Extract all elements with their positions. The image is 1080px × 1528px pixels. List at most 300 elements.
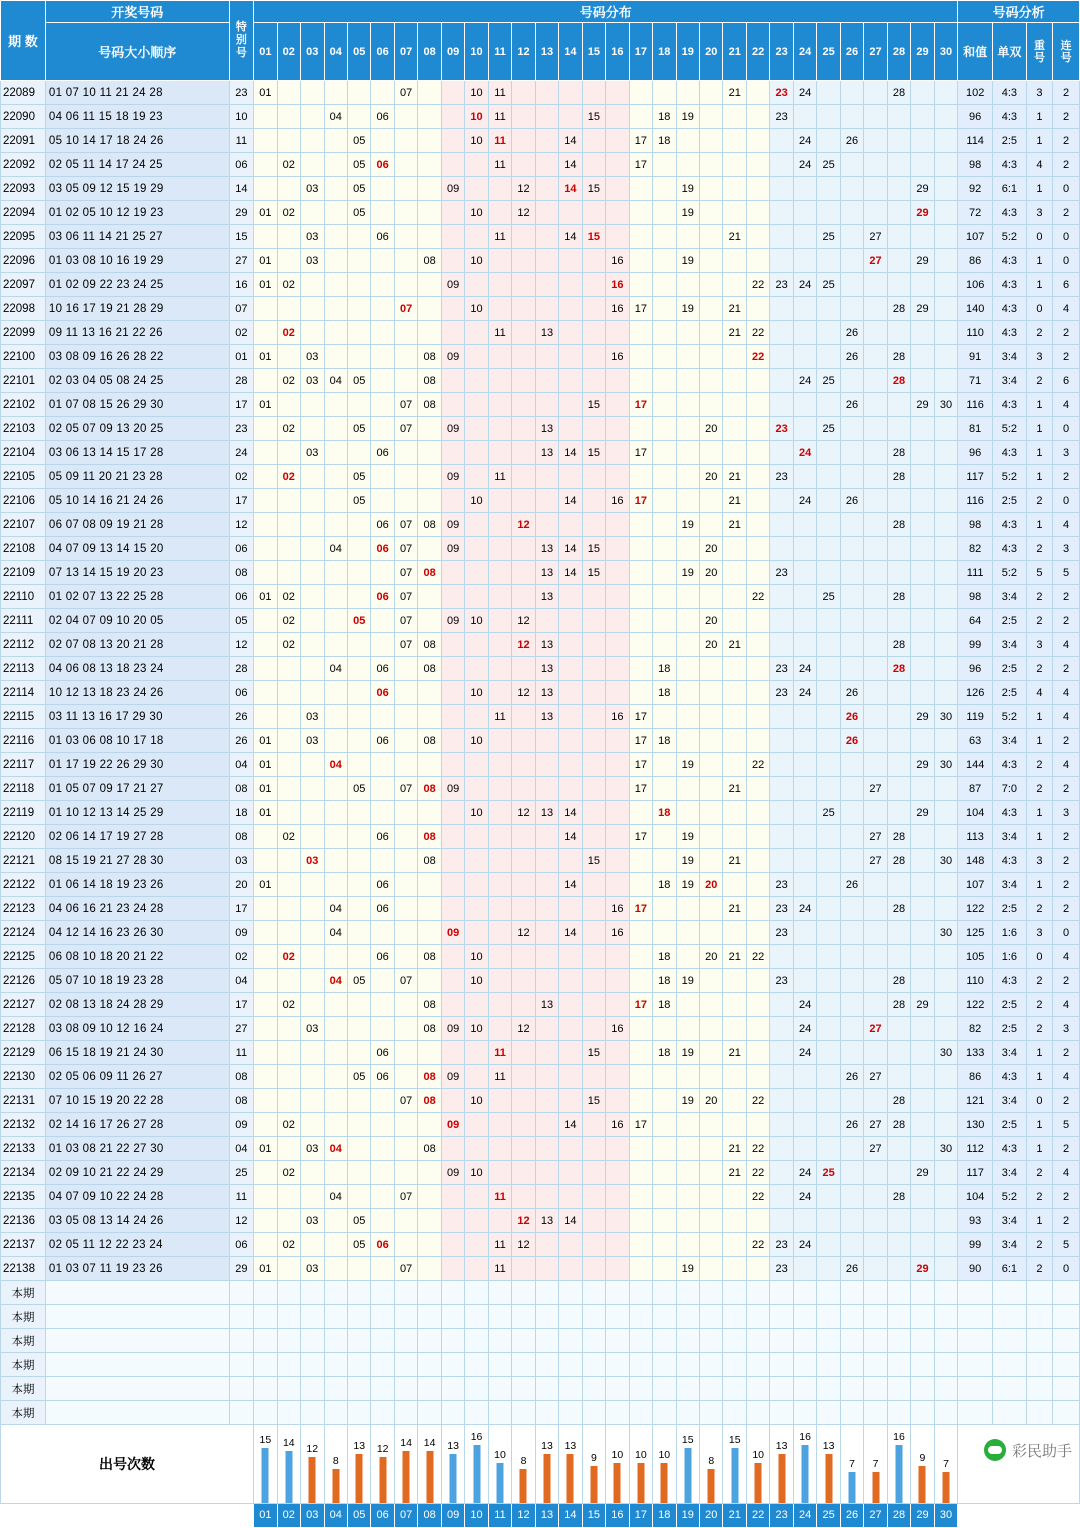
current-issue-cell[interactable] (488, 1401, 511, 1425)
current-issue-cell[interactable] (441, 1401, 464, 1425)
dist-cell (512, 273, 535, 297)
dist-cell (512, 417, 535, 441)
current-issue-cell[interactable] (535, 1281, 558, 1305)
current-issue-cell[interactable] (441, 1281, 464, 1305)
current-issue-cell[interactable] (324, 1401, 347, 1425)
current-issue-cell[interactable] (465, 1353, 488, 1377)
current-issue-cell[interactable] (324, 1329, 347, 1353)
row-issue: 22104 (1, 441, 46, 465)
current-issue-cell[interactable] (676, 1281, 699, 1305)
current-issue-cell[interactable] (911, 1281, 934, 1305)
current-issue-order[interactable] (45, 1305, 229, 1329)
axis-label-01: 01 (254, 1504, 277, 1528)
dist-cell: 20 (700, 1089, 723, 1113)
header-number-08: 08 (418, 23, 441, 81)
current-issue-cell[interactable] (535, 1353, 558, 1377)
row-repeat: 0 (1026, 1089, 1053, 1113)
dist-cell (394, 945, 417, 969)
current-issue-cell[interactable] (488, 1281, 511, 1305)
dist-cell (324, 1041, 347, 1065)
dist-cell: 19 (676, 513, 699, 537)
current-issue-cell[interactable] (254, 1329, 277, 1353)
dist-cell: 19 (676, 105, 699, 129)
current-issue-cell[interactable] (887, 1305, 910, 1329)
dist-cell (864, 1257, 887, 1281)
current-issue-cell[interactable] (676, 1353, 699, 1377)
current-issue-cell[interactable] (418, 1329, 441, 1353)
current-issue-cell[interactable] (887, 1329, 910, 1353)
current-issue-cell[interactable] (864, 1305, 887, 1329)
current-issue-cell[interactable] (629, 1401, 652, 1425)
dist-cell (840, 1233, 863, 1257)
current-issue-cell[interactable] (817, 1353, 840, 1377)
dist-cell (793, 801, 816, 825)
current-issue-cell[interactable] (441, 1377, 464, 1401)
current-issue-cell[interactable] (371, 1305, 394, 1329)
current-issue-cell[interactable] (465, 1281, 488, 1305)
current-issue-order[interactable] (45, 1329, 229, 1353)
current-issue-cell[interactable] (277, 1401, 300, 1425)
dist-cell (793, 945, 816, 969)
current-issue-cell[interactable] (277, 1281, 300, 1305)
current-issue-cell[interactable] (887, 1353, 910, 1377)
current-issue-cell[interactable] (653, 1377, 676, 1401)
dist-cell (934, 1209, 958, 1233)
current-issue-cell[interactable] (347, 1305, 370, 1329)
current-issue-cell[interactable] (653, 1401, 676, 1425)
current-issue-cell[interactable] (793, 1401, 816, 1425)
dist-cell (746, 225, 769, 249)
row-issue: 22118 (1, 777, 46, 801)
current-issue-cell[interactable] (254, 1353, 277, 1377)
current-issue-cell[interactable] (394, 1305, 417, 1329)
current-issue-cell[interactable] (864, 1281, 887, 1305)
dist-cell (817, 129, 840, 153)
dist-cell (864, 897, 887, 921)
row-consecutive: 2 (1053, 345, 1080, 369)
current-issue-cell[interactable] (418, 1281, 441, 1305)
current-issue-cell[interactable] (864, 1329, 887, 1353)
current-issue-cell[interactable] (770, 1401, 793, 1425)
current-issue-cell[interactable] (793, 1281, 816, 1305)
current-issue-cell[interactable] (535, 1329, 558, 1353)
current-issue-cell[interactable] (277, 1305, 300, 1329)
dist-cell (582, 633, 605, 657)
current-issue-cell[interactable] (911, 1305, 934, 1329)
current-issue-cell[interactable] (911, 1353, 934, 1377)
current-issue-cell[interactable] (676, 1401, 699, 1425)
dist-cell (371, 1089, 394, 1113)
dist-cell (582, 897, 605, 921)
current-issue-cell[interactable] (559, 1377, 582, 1401)
dist-cell (465, 657, 488, 681)
current-issue-cell[interactable] (488, 1377, 511, 1401)
current-issue-cell[interactable] (746, 1329, 769, 1353)
current-issue-cell[interactable] (512, 1281, 535, 1305)
current-issue-cell[interactable] (441, 1329, 464, 1353)
dist-cell: 13 (535, 441, 558, 465)
current-issue-cell[interactable] (700, 1305, 723, 1329)
row-special: 08 (229, 825, 253, 849)
frequency-bar (285, 1451, 292, 1503)
dist-cell (817, 1089, 840, 1113)
current-issue-cell[interactable] (723, 1401, 746, 1425)
current-issue-cell[interactable] (559, 1329, 582, 1353)
dist-cell (301, 513, 324, 537)
current-issue-cell[interactable] (301, 1377, 324, 1401)
current-issue-cell[interactable] (254, 1281, 277, 1305)
current-issue-cell[interactable] (653, 1281, 676, 1305)
current-issue-cell[interactable] (887, 1401, 910, 1425)
dist-cell (254, 129, 277, 153)
dist-cell (723, 1017, 746, 1041)
current-issue-cell[interactable] (700, 1281, 723, 1305)
dist-cell (418, 297, 441, 321)
current-issue-cell[interactable] (394, 1281, 417, 1305)
current-issue-order[interactable] (45, 1281, 229, 1305)
current-issue-cell[interactable] (301, 1329, 324, 1353)
current-issue-cell[interactable] (324, 1377, 347, 1401)
dist-cell: 17 (629, 897, 652, 921)
dist-cell (840, 801, 863, 825)
current-issue-cell[interactable] (488, 1329, 511, 1353)
current-issue-cell[interactable] (465, 1401, 488, 1425)
current-issue-cell[interactable] (535, 1305, 558, 1329)
current-issue-special[interactable] (229, 1281, 253, 1305)
dist-cell (512, 1185, 535, 1209)
current-issue-cell[interactable] (934, 1281, 958, 1305)
row-sum: 107 (958, 873, 993, 897)
current-issue-cell[interactable] (606, 1329, 629, 1353)
dist-cell (629, 1041, 652, 1065)
dist-cell (582, 1233, 605, 1257)
dist-cell (606, 1209, 629, 1233)
current-issue-cell[interactable] (840, 1281, 863, 1305)
current-issue-cell[interactable] (700, 1353, 723, 1377)
current-issue-cell[interactable] (700, 1377, 723, 1401)
frequency-bar-cell (817, 1425, 840, 1504)
current-issue-special[interactable] (229, 1377, 253, 1401)
frequency-count: 15 (728, 1434, 741, 1446)
current-issue-cell[interactable] (606, 1281, 629, 1305)
current-issue-cell[interactable] (277, 1353, 300, 1377)
current-issue-cell[interactable] (864, 1353, 887, 1377)
dist-cell (793, 753, 816, 777)
current-issue-cell[interactable] (347, 1281, 370, 1305)
current-issue-cell[interactable] (582, 1281, 605, 1305)
current-issue-cell[interactable] (887, 1377, 910, 1401)
current-issue-cell[interactable] (394, 1401, 417, 1425)
current-issue-cell[interactable] (606, 1305, 629, 1329)
dist-cell (700, 81, 723, 105)
current-issue-cell[interactable] (700, 1401, 723, 1425)
current-issue-cell[interactable] (840, 1401, 863, 1425)
dist-cell (770, 825, 793, 849)
current-issue-cell[interactable] (746, 1377, 769, 1401)
current-issue-cell[interactable] (418, 1305, 441, 1329)
current-issue-cell[interactable] (324, 1281, 347, 1305)
dist-cell (934, 1233, 958, 1257)
current-issue-cell[interactable] (512, 1401, 535, 1425)
current-issue-cell[interactable] (770, 1281, 793, 1305)
current-issue-cell[interactable] (934, 1353, 958, 1377)
current-issue-cell[interactable] (653, 1305, 676, 1329)
current-issue-cell[interactable] (793, 1305, 816, 1329)
row-special: 16 (229, 273, 253, 297)
dist-cell (418, 1185, 441, 1209)
dist-cell: 17 (629, 705, 652, 729)
frequency-bar-wrap (395, 1431, 417, 1503)
current-issue-cell[interactable] (746, 1401, 769, 1425)
header-number-15: 15 (582, 23, 605, 81)
dist-cell (324, 945, 347, 969)
dist-cell (887, 105, 910, 129)
current-issue-cell[interactable] (465, 1329, 488, 1353)
dist-cell (254, 177, 277, 201)
current-issue-cell[interactable] (347, 1353, 370, 1377)
row-consecutive: 4 (1053, 297, 1080, 321)
axis-label-03: 03 (301, 1504, 324, 1528)
dist-cell (770, 369, 793, 393)
current-issue-cell[interactable] (324, 1353, 347, 1377)
current-issue-cell[interactable] (254, 1377, 277, 1401)
current-issue-cell[interactable] (840, 1377, 863, 1401)
current-issue-cell[interactable] (629, 1353, 652, 1377)
current-issue-cell[interactable] (418, 1401, 441, 1425)
current-issue-cell[interactable] (535, 1401, 558, 1425)
current-issue-cell[interactable] (606, 1353, 629, 1377)
current-issue-cell[interactable] (371, 1401, 394, 1425)
row-repeat: 2 (1026, 1017, 1053, 1041)
dist-cell (347, 1089, 370, 1113)
current-issue-cell[interactable] (793, 1377, 816, 1401)
current-issue-cell[interactable] (559, 1305, 582, 1329)
current-issue-cell[interactable] (840, 1305, 863, 1329)
current-issue-cell[interactable] (512, 1377, 535, 1401)
current-issue-special[interactable] (229, 1353, 253, 1377)
dist-cell (324, 993, 347, 1017)
dist-cell: 04 (324, 105, 347, 129)
current-issue-cell[interactable] (817, 1377, 840, 1401)
current-issue-cell[interactable] (606, 1377, 629, 1401)
dist-cell (371, 753, 394, 777)
current-issue-cell[interactable] (817, 1305, 840, 1329)
current-issue-order[interactable] (45, 1401, 229, 1425)
current-issue-cell[interactable] (629, 1329, 652, 1353)
current-issue-cell[interactable] (723, 1353, 746, 1377)
dist-cell (441, 393, 464, 417)
current-issue-cell[interactable] (301, 1353, 324, 1377)
current-issue-cell[interactable] (676, 1377, 699, 1401)
current-issue-cell[interactable] (535, 1377, 558, 1401)
current-issue-cell[interactable] (371, 1377, 394, 1401)
current-issue-cell[interactable] (371, 1329, 394, 1353)
current-issue-cell[interactable] (512, 1353, 535, 1377)
current-issue-cell[interactable] (676, 1329, 699, 1353)
row-order: 01 03 07 11 19 23 26 (45, 1257, 229, 1281)
row-order: 01 03 06 08 10 17 18 (45, 729, 229, 753)
current-issue-cell[interactable] (911, 1377, 934, 1401)
current-issue-cell[interactable] (723, 1305, 746, 1329)
current-issue-cell[interactable] (864, 1401, 887, 1425)
current-issue-cell[interactable] (629, 1281, 652, 1305)
current-issue-cell[interactable] (817, 1281, 840, 1305)
current-issue-cell[interactable] (394, 1353, 417, 1377)
dist-cell: 02 (277, 609, 300, 633)
dist-cell (488, 513, 511, 537)
current-issue-cell[interactable] (746, 1353, 769, 1377)
dist-cell (582, 129, 605, 153)
row-oddeven: 4:3 (993, 513, 1027, 537)
current-issue-cell[interactable] (606, 1401, 629, 1425)
row-order: 04 07 09 10 22 24 28 (45, 1185, 229, 1209)
current-issue-cell[interactable] (371, 1353, 394, 1377)
dist-cell (606, 681, 629, 705)
current-issue-cell[interactable] (629, 1377, 652, 1401)
current-issue-cell[interactable] (301, 1305, 324, 1329)
current-issue-cell[interactable] (840, 1353, 863, 1377)
dist-cell (793, 393, 816, 417)
dist-cell (254, 225, 277, 249)
current-issue-special[interactable] (229, 1401, 253, 1425)
current-issue-cell[interactable] (723, 1329, 746, 1353)
dist-cell (582, 681, 605, 705)
current-issue-cell[interactable] (934, 1305, 958, 1329)
current-issue-cell[interactable] (653, 1329, 676, 1353)
current-issue-cell[interactable] (347, 1401, 370, 1425)
current-issue-cell[interactable] (254, 1401, 277, 1425)
header-number-09: 09 (441, 23, 464, 81)
current-issue-cell[interactable] (347, 1329, 370, 1353)
current-issue-cell[interactable] (793, 1353, 816, 1377)
current-issue-cell[interactable] (723, 1281, 746, 1305)
current-issue-cell[interactable] (887, 1281, 910, 1305)
dist-cell (371, 489, 394, 513)
dist-cell: 08 (418, 561, 441, 585)
current-issue-order[interactable] (45, 1353, 229, 1377)
current-issue-cell[interactable] (488, 1353, 511, 1377)
current-issue-cell[interactable] (770, 1329, 793, 1353)
current-issue-cell[interactable] (676, 1305, 699, 1329)
current-issue-cell[interactable] (441, 1305, 464, 1329)
current-issue-cell[interactable] (324, 1305, 347, 1329)
dist-cell (277, 489, 300, 513)
dist-cell: 08 (418, 1065, 441, 1089)
current-issue-cell[interactable] (793, 1329, 816, 1353)
dist-cell (277, 753, 300, 777)
dist-cell (441, 849, 464, 873)
current-issue-cell[interactable] (653, 1353, 676, 1377)
row-repeat: 3 (1026, 921, 1053, 945)
dist-cell (770, 777, 793, 801)
dist-cell: 27 (864, 777, 887, 801)
dist-cell (512, 1089, 535, 1113)
current-issue-cell[interactable] (488, 1305, 511, 1329)
current-issue-cell[interactable] (559, 1281, 582, 1305)
dist-cell (793, 777, 816, 801)
current-issue-cell[interactable] (418, 1353, 441, 1377)
table-row (1, 1209, 1080, 1233)
dist-cell (723, 129, 746, 153)
current-issue-cell[interactable] (723, 1377, 746, 1401)
current-issue-cell[interactable] (441, 1353, 464, 1377)
current-issue-cell[interactable] (394, 1377, 417, 1401)
current-issue-cell[interactable] (301, 1401, 324, 1425)
current-issue-cell[interactable] (559, 1353, 582, 1377)
row-consecutive: 3 (1053, 801, 1080, 825)
dist-cell (840, 897, 863, 921)
dist-cell (723, 729, 746, 753)
current-issue-cell[interactable] (582, 1401, 605, 1425)
current-issue-order[interactable] (45, 1377, 229, 1401)
dist-cell (488, 1113, 511, 1137)
current-issue-special[interactable] (229, 1305, 253, 1329)
dist-cell (653, 201, 676, 225)
dist-cell: 07 (394, 1257, 417, 1281)
current-issue-cell[interactable] (559, 1401, 582, 1425)
current-issue-cell[interactable] (254, 1305, 277, 1329)
current-issue-cell[interactable] (770, 1305, 793, 1329)
current-issue-cell[interactable] (817, 1329, 840, 1353)
table-row (1, 297, 1080, 321)
current-issue-cell[interactable] (301, 1281, 324, 1305)
current-issue-cell[interactable] (864, 1377, 887, 1401)
current-issue-cell[interactable] (371, 1281, 394, 1305)
row-sum: 117 (958, 465, 993, 489)
current-issue-cell[interactable] (418, 1377, 441, 1401)
dist-cell (629, 1017, 652, 1041)
current-issue-cell[interactable] (582, 1329, 605, 1353)
current-issue-cell[interactable] (582, 1377, 605, 1401)
current-issue-cell[interactable] (700, 1329, 723, 1353)
current-issue-cell[interactable] (465, 1377, 488, 1401)
dist-cell (394, 273, 417, 297)
dist-cell (418, 441, 441, 465)
current-issue-cell[interactable] (394, 1329, 417, 1353)
current-issue-cell[interactable] (911, 1329, 934, 1353)
dist-cell (371, 1113, 394, 1137)
current-issue-cell[interactable] (582, 1353, 605, 1377)
current-issue-cell[interactable] (911, 1401, 934, 1425)
dist-cell (817, 393, 840, 417)
current-issue-cell[interactable] (770, 1353, 793, 1377)
current-issue-cell[interactable] (347, 1377, 370, 1401)
dist-cell (254, 1209, 277, 1233)
current-issue-cell[interactable] (512, 1329, 535, 1353)
current-issue-cell[interactable] (512, 1305, 535, 1329)
dist-cell (277, 297, 300, 321)
current-issue-cell[interactable] (934, 1401, 958, 1425)
current-issue-cell[interactable] (934, 1329, 958, 1353)
current-issue-cell[interactable] (840, 1329, 863, 1353)
current-issue-cell[interactable] (770, 1377, 793, 1401)
current-issue-cell[interactable] (629, 1305, 652, 1329)
current-issue-cell[interactable] (277, 1329, 300, 1353)
dist-cell: 21 (723, 777, 746, 801)
current-issue-cell[interactable] (582, 1305, 605, 1329)
current-issue-cell[interactable] (277, 1377, 300, 1401)
current-issue-special[interactable] (229, 1329, 253, 1353)
dist-cell (911, 417, 934, 441)
current-issue-cell[interactable] (746, 1305, 769, 1329)
dist-cell (441, 1089, 464, 1113)
current-issue-cell[interactable] (817, 1401, 840, 1425)
current-issue-cell[interactable] (934, 1377, 958, 1401)
current-issue-cell[interactable] (465, 1305, 488, 1329)
row-issue: 22113 (1, 657, 46, 681)
current-issue-cell[interactable] (746, 1281, 769, 1305)
dist-cell: 28 (887, 465, 910, 489)
